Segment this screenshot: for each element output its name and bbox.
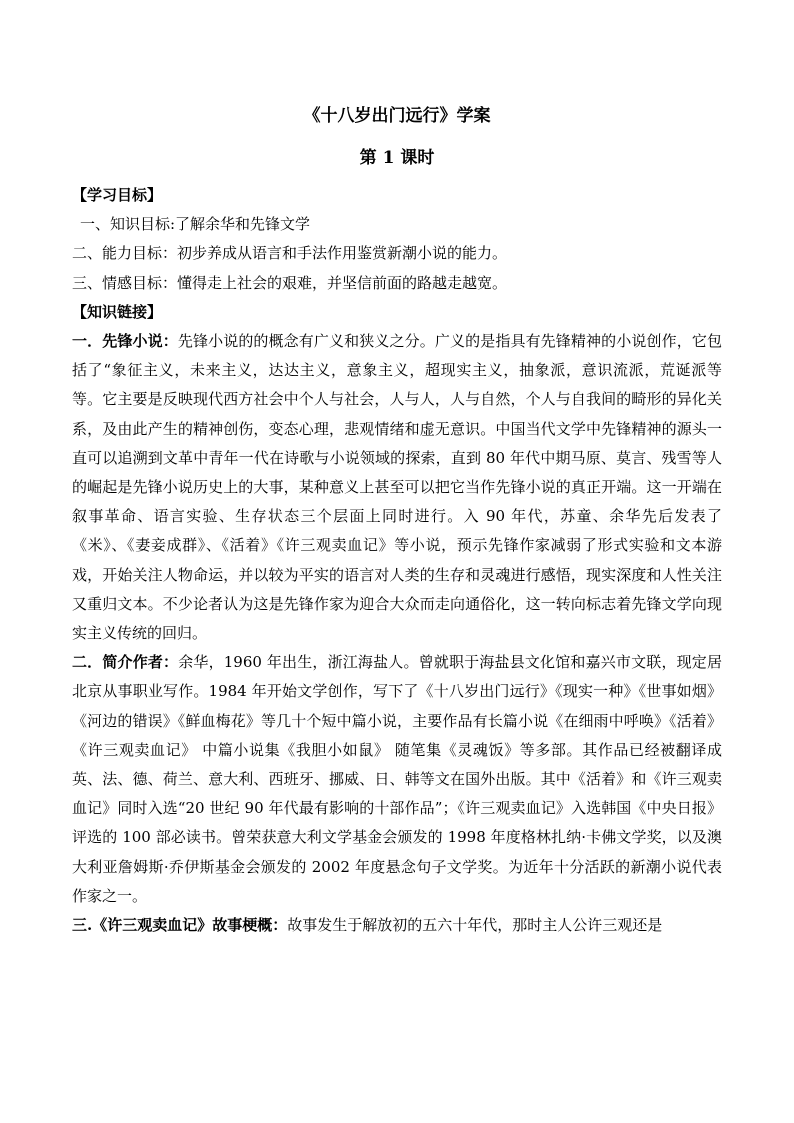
- paragraph-lead: 一．先锋小说：: [72, 332, 178, 351]
- paragraph-synopsis: [72, 911, 722, 940]
- paragraph-lead: 二．简介作者：: [72, 653, 179, 672]
- paragraph-text: 故事发生于解放初的五六十年代，那时主人公许三观还是: [287, 916, 663, 935]
- paragraph-text: 先锋小说的的概念有广义和狭义之分。广义的是指具有先锋精神的小说创作，它包括了“象征主义，未来主义，达达主义，意象主义，超现实主义，抽象派，意识流派，荒诞派等等。它主要是反映现代西方社会中个人与社会，人与人，人与自然，个人与自我间的畸形的异化关系，及由此产生的精神创伤，变态心理，悲观情绪和虚无意识。中国当代文学中先锋精神的源头一直可以追溯到文革中青年一代在诗歌与小说领域的探索，直到 80 年代中期马原、莫言、残雪等人的崛起是先锋小说历史上的大事，某种意义上甚至可以把它当作先锋小说的真正开端。这一开端在叙事革命、语言实验、生存状态三个层面上同时进行。入 90 年代，苏童、余华先后发表了《米》、《妻妾成群》、《活着》《许三观卖血记》等小说，预示先锋作家减弱了形式实验和文本游戏，开始关注人物命运，并以较为平实的语言对人类的生存和灵魂进行感悟，现实深度和人性关注又重归文本。不少论者认为这是先锋作家为迎合大众而走向通俗化，这一转向标志着先锋文学向现实主义传统的回归。: [72, 332, 722, 643]
- paragraph-text: 余华，1960 年出生，浙江海盐人。曾就职于海盐县文化馆和嘉兴市文联，现定居北京从事职业写作。1984 年开始文学创作，写下了《十八岁出门远行》《现实一种》《世事如烟》《河边的错误》《鲜血梅花》等几十个短中篇小说，主要作品有长篇小说《在细雨中呼唤》《活着》《许三观卖血记》 中篇小说集《我胆小如鼠》 随笔集《灵魂饭》等多部。其作品已经被翻译成英、法、德、荷兰、意大利、西班牙、挪威、日、韩等文在国外出版。其中《活着》和《许三观卖血记》同时入选“20 世纪 90 年代最有影响的十部作品”；《许三观卖血记》入选韩国《中央日报》评选的 100 部必读书。曾荣获意大利文学基金会颁发的 1998 年度格林扎纳·卡佛文学奖，以及澳大利亚詹姆斯·乔伊斯基金会颁发的 2002 年度悬念句子文学奖。为近年十分活跃的新潮小说代表作家之一。: [72, 653, 722, 905]
- goal-knowledge: 一、知识目标:了解余华和先锋文学: [80, 215, 311, 234]
- paragraph-lead: 三.《许三观卖血记》故事梗概：: [72, 916, 288, 935]
- paragraph-author: [72, 648, 722, 911]
- goal-ability: 二、能力目标：初步养成从语言和手法作用鉴赏新潮小说的能力。: [72, 244, 508, 263]
- lesson-subtitle: 第 1 课时: [359, 148, 435, 168]
- goal-emotion: 三、情感目标：懂得走上社会的艰难，并坚信前面的路越走越宽。: [72, 273, 508, 292]
- paragraph-avant-garde: [72, 327, 722, 648]
- goals-heading: 【学习目标】: [72, 186, 163, 204]
- links-heading: 【知识链接】: [72, 302, 163, 321]
- document-title: 《十八岁出门远行》学案: [303, 106, 491, 126]
- document-body: [72, 181, 722, 940]
